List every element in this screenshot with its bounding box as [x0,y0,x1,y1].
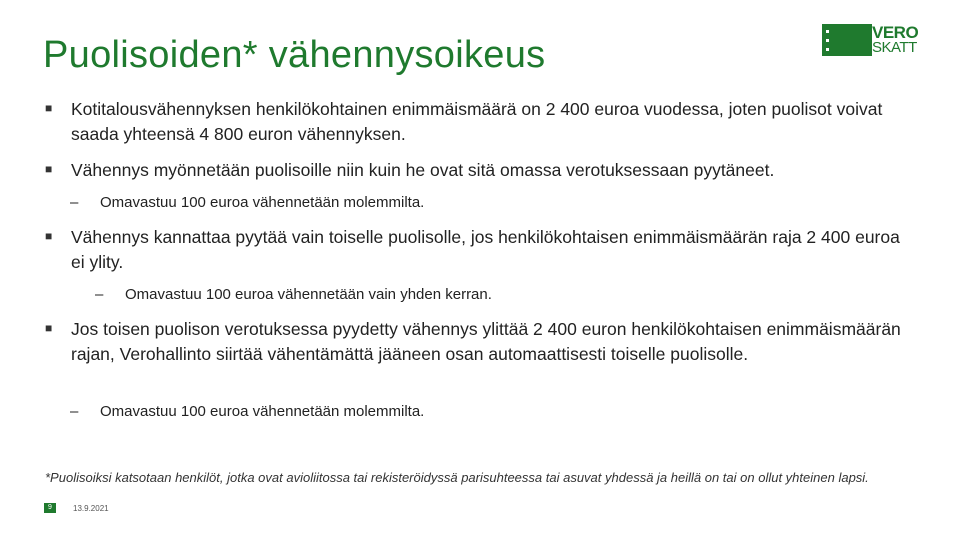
slide-title: Puolisoiden* vähennysoikeus [43,34,546,76]
sub-bullet-item [95,285,492,305]
slide-date: 13.9.2021 [73,504,109,513]
bullet-text: Vähennys kannattaa pyytää vain toiselle puolisolle, jos henkilökohtaisen enimmäismäärän raja 2 400 euroa ei ylity. [71,227,900,272]
vero-skatt-logo [822,24,922,56]
bullet-text: Jos toisen puolison verotuksessa pyydetty vähennys ylittää 2 400 euron henkilökohtaisen enimmäismäärän rajan, Verohallinto siirtää vähentämättä jääneen osan automaattisesti toiselle puolisolle. [71,319,901,364]
sub-bullet-text: Omavastuu 100 euroa vähennetään vain yhden kerran. [125,286,492,303]
sub-bullet-item [70,402,424,422]
bullet-text: Kotitalousvähennyksen henkilökohtainen enimmäismäärä on 2 400 euroa vuodessa, joten puolisot voivat saada yhteensä 4 800 euron vähennyksen. [71,99,883,144]
sub-bullet-text: Omavastuu 100 euroa vähennetään molemmilta. [100,403,425,420]
logo-green-block [822,24,872,56]
sub-bullet-dash: – [70,194,79,211]
bullet-text: Vähennys myönnetään puolisoille niin kuin he ovat sitä omassa verotuksessaan pyytäneet. [71,160,775,180]
bullet-item [45,97,911,147]
sub-bullet-item [70,193,424,213]
footnote: *Puolisoiksi katsotaan henkilöt, jotka ovat avioliitossa tai rekisteröidyssä parisuhteessa tai asuvat yhdessä ja heillä on tai on ollut yhteinen lapsi. [45,470,869,485]
sub-bullet-text: Omavastuu 100 euroa vähennetään molemmilta. [100,194,425,211]
square-bullet-icon: ■ [45,321,53,335]
bullet-item [45,317,911,367]
bullet-item [45,225,911,275]
sub-bullet-dash: – [95,286,104,303]
logo-text-vero: VERO [872,23,919,42]
logo-text-skatt: SKATT [872,39,917,56]
page-number: 9 [44,503,56,513]
bullet-item [45,158,911,183]
sub-bullet-dash: – [70,403,79,420]
square-bullet-icon: ■ [45,162,53,176]
square-bullet-icon: ■ [45,229,53,243]
square-bullet-icon: ■ [45,101,53,115]
